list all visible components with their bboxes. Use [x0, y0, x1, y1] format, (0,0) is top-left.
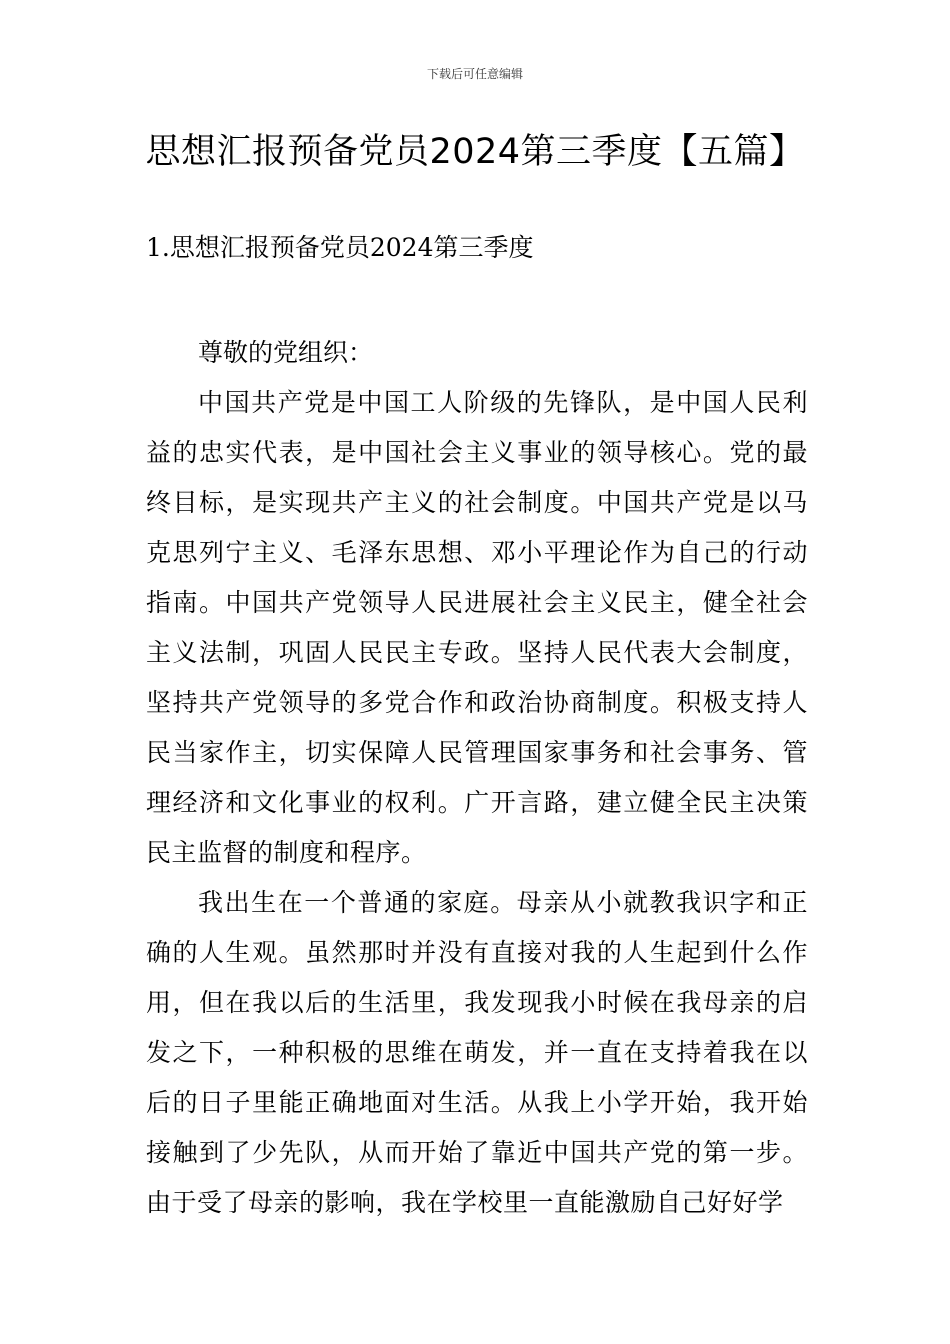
salutation: 尊敬的党组织： [198, 338, 374, 367]
section-heading: 1.思想汇报预备党员2024第三季度 [146, 233, 534, 262]
body-paragraph-1: 中国共产党是中国工人阶级的先锋队，是中国人民利益的忠实代表，是中国社会主义事业的领导核心。党的最终目标，是实现共产主义的社会制度。中国共产党是以马克思列宁主义、毛泽东思想、邓小平理论作为自己的行动指南。中国共产党领导人民进展社会主义民主，健全社会主义法制，巩固人民民主专政。坚持人民代表大会制度，坚持共产党领导的多党合作和政治协商制度。积极支持人民当家作主，切实保障人民管理国家事务和社会事务、管理经济和文化事业的权利。广开言路，建立健全民主决策民主监督的制度和程序。 [146, 388, 808, 867]
document-title: 思想汇报预备党员2024第三季度【五篇】 [145, 132, 805, 172]
document-body [146, 328, 808, 1228]
header-note: 下载后可任意编辑 [426, 67, 523, 81]
body-paragraph-2: 我出生在一个普通的家庭。母亲从小就教我识字和正确的人生观。虽然那时并没有直接对我的人生起到什么作用，但在我以后的生活里，我发现我小时候在我母亲的启发之下，一种积极的思维在萌发，并一直在支持着我在以后的日子里能正确地面对生活。从我上小学开始，我开始接触到了少先队，从而开始了靠近中国共产党的第一步。由于受了母亲的影响，我在学校里一直能激励自己好好学 [146, 888, 808, 1217]
